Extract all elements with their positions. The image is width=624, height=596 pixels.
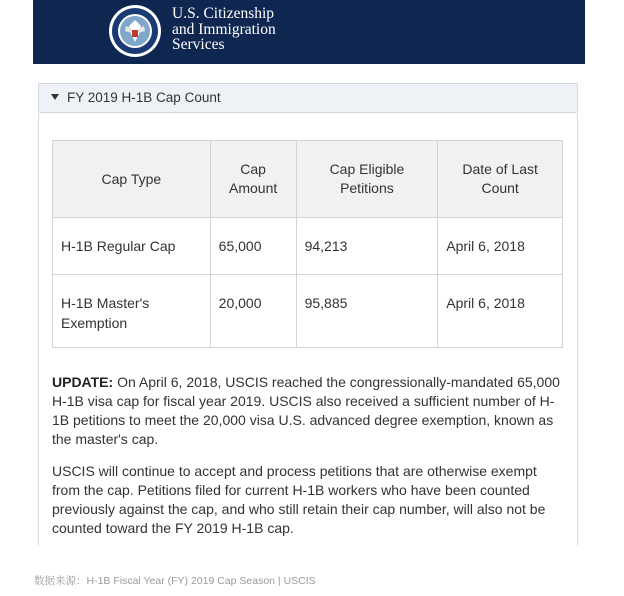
cap-count-accordion-toggle[interactable] — [38, 83, 578, 113]
agency-name[interactable] — [172, 6, 276, 53]
cell-date-of-last-count: April 6, 2018 — [438, 218, 563, 275]
cell-cap-amount: 65,000 — [210, 218, 296, 275]
column-header-cap-type: Cap Type — [53, 141, 211, 218]
update-paragraph — [52, 373, 568, 449]
column-header-cap-amount: Cap Amount — [210, 141, 296, 218]
source-caption: 数据来源：H-1B Fiscal Year (FY) 2019 Cap Season | USCIS — [34, 575, 316, 587]
cell-cap-eligible-petitions: 94,213 — [296, 218, 438, 275]
table-row — [53, 275, 563, 348]
agency-name-line2: and Immigration — [172, 20, 276, 38]
accordion-title: FY 2019 H-1B Cap Count — [67, 90, 221, 105]
column-header-date-of-last-count: Date of Last Count — [438, 141, 563, 218]
exemption-note-paragraph: USCIS will continue to accept and process petitions that are otherwise exempt from the cap. Petitions filed for current H-1B workers who have been counted previously against the cap, and who still retain their cap number, will also not be counted toward the FY 2019 H-1B cap. — [52, 463, 546, 536]
cell-cap-type: H-1B Regular Cap — [53, 218, 211, 275]
table-header-row — [53, 141, 563, 218]
cell-cap-eligible-petitions: 95,885 — [296, 275, 438, 348]
cell-cap-amount: 20,000 — [210, 275, 296, 348]
cap-count-table — [52, 140, 563, 348]
agency-name-line1: U.S. Citizenship — [172, 5, 275, 22]
table-row — [53, 218, 563, 275]
cell-cap-type: H-1B Master's Exemption — [53, 275, 211, 348]
dhs-seal-icon — [108, 4, 162, 58]
update-text: On April 6, 2018, USCIS reached the congressionally-mandated 65,000 H-1B visa cap for fiscal year 2019. USCIS also received a sufficient number of H-1B petitions to meet the 20,000 visa U.S. advanced degree exemption, known as the master's cap. — [52, 374, 560, 447]
caret-down-icon — [51, 94, 59, 100]
agency-name-line3: Services — [172, 36, 225, 53]
column-header-cap-eligible-petitions: Cap Eligible Petitions — [296, 141, 438, 218]
update-label: UPDATE: — [52, 374, 114, 390]
cell-date-of-last-count: April 6, 2018 — [438, 275, 563, 348]
